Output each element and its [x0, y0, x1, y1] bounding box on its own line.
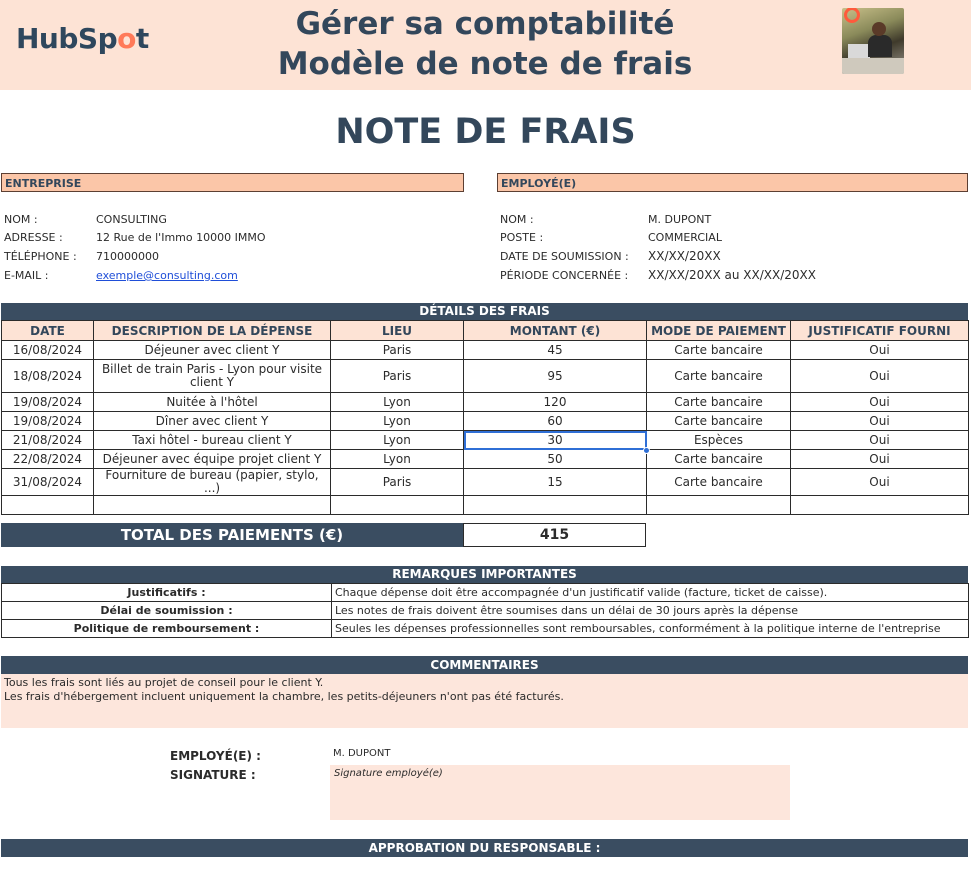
table-cell[interactable]: 31/08/2024 — [2, 469, 94, 496]
table-cell[interactable]: Taxi hôtel - bureau client Y — [94, 431, 331, 450]
remark-row — [2, 620, 969, 638]
remarks-heading: REMARQUES IMPORTANTES — [1, 566, 968, 583]
company-email-label: E-MAIL : — [4, 269, 49, 282]
table-row — [2, 450, 969, 469]
table-cell[interactable]: 15 — [464, 469, 647, 496]
header-title-line2: Modèle de note de frais — [277, 46, 693, 82]
table-row — [2, 412, 969, 431]
table-cell[interactable]: Lyon — [331, 412, 464, 431]
signature-placeholder: Signature employé(e) — [334, 768, 443, 779]
table-row — [2, 469, 969, 496]
employee-position-label: POSTE : — [500, 231, 544, 244]
remarks-table — [1, 583, 969, 638]
table-row — [2, 496, 969, 515]
header-photo — [842, 8, 904, 74]
company-name-value: CONSULTING — [96, 213, 167, 226]
table-cell[interactable]: Carte bancaire — [647, 341, 791, 360]
table-cell[interactable] — [2, 496, 94, 515]
remark-key: Politique de remboursement : — [2, 620, 332, 638]
column-header-amount: MONTANT (€) — [464, 321, 647, 341]
remark-key: Justificatifs : — [2, 584, 332, 602]
company-address-value: 12 Rue de l'Immo 10000 IMMO — [96, 231, 266, 244]
company-phone-label: TÉLÉPHONE : — [4, 250, 77, 263]
column-header-payment-method: MODE DE PAIEMENT — [647, 321, 791, 341]
selection-fill-handle[interactable] — [643, 447, 650, 454]
table-cell[interactable]: Carte bancaire — [647, 412, 791, 431]
table-cell[interactable] — [791, 496, 969, 515]
employee-position-value: COMMERCIAL — [648, 231, 722, 244]
column-header-date: DATE — [2, 321, 94, 341]
approval-heading: APPROBATION DU RESPONSABLE : — [1, 839, 968, 857]
remark-text: Seules les dépenses professionnelles sont remboursables, conformément à la politique interne de l'entreprise — [332, 620, 969, 638]
employee-name-value: M. DUPONT — [648, 213, 712, 226]
expenses-header-row — [2, 321, 969, 341]
table-cell[interactable]: 22/08/2024 — [2, 450, 94, 469]
table-cell[interactable]: Carte bancaire — [647, 360, 791, 393]
table-cell[interactable]: Oui — [791, 450, 969, 469]
table-cell[interactable]: 19/08/2024 — [2, 393, 94, 412]
total-label: TOTAL DES PAIEMENTS (€) — [1, 523, 463, 547]
table-cell[interactable]: Carte bancaire — [647, 469, 791, 496]
table-cell[interactable]: Oui — [791, 341, 969, 360]
table-cell[interactable]: Oui — [791, 469, 969, 496]
employee-name-label: NOM : — [500, 213, 534, 226]
table-row — [2, 393, 969, 412]
remark-text: Chaque dépense doit être accompagnée d'un justificatif valide (facture, ticket de caisse). — [332, 584, 969, 602]
table-cell[interactable] — [331, 496, 464, 515]
comment-line: Tous les frais sont liés au projet de conseil pour le client Y. — [4, 676, 324, 689]
table-cell[interactable]: Fourniture de bureau (papier, stylo, ...) — [94, 469, 331, 496]
company-address-label: ADRESSE : — [4, 231, 63, 244]
table-cell[interactable] — [647, 496, 791, 515]
table-cell[interactable]: 50 — [464, 450, 647, 469]
period-label: PÉRIODE CONCERNÉE : — [500, 269, 629, 282]
comments-box[interactable] — [1, 674, 968, 728]
comments-heading: COMMENTAIRES — [1, 656, 968, 674]
table-cell[interactable]: 95 — [464, 360, 647, 393]
table-row — [2, 341, 969, 360]
page-title: NOTE DE FRAIS — [335, 112, 636, 152]
table-cell[interactable]: Carte bancaire — [647, 450, 791, 469]
employee-heading: EMPLOYÉ(E) — [497, 173, 968, 192]
expenses-heading: DÉTAILS DES FRAIS — [1, 303, 968, 320]
expenses-table — [1, 320, 969, 515]
table-cell[interactable]: Déjeuner avec client Y — [94, 341, 331, 360]
table-cell[interactable]: Paris — [331, 360, 464, 393]
column-header-description: DESCRIPTION DE LA DÉPENSE — [94, 321, 331, 341]
table-cell[interactable]: Lyon — [331, 450, 464, 469]
table-cell[interactable]: Déjeuner avec équipe projet client Y — [94, 450, 331, 469]
remark-row — [2, 602, 969, 620]
table-cell[interactable]: 120 — [464, 393, 647, 412]
table-cell[interactable]: Espèces — [647, 431, 791, 450]
submission-date-value: XX/XX/20XX — [648, 249, 721, 263]
table-cell[interactable]: 60 — [464, 412, 647, 431]
table-cell[interactable]: Lyon — [331, 393, 464, 412]
table-cell[interactable]: 19/08/2024 — [2, 412, 94, 431]
company-phone-value: 710000000 — [96, 250, 159, 263]
table-cell[interactable]: Oui — [791, 393, 969, 412]
table-cell[interactable]: 45 — [464, 341, 647, 360]
table-cell[interactable]: 18/08/2024 — [2, 360, 94, 393]
table-cell[interactable]: Paris — [331, 341, 464, 360]
signature-label: SIGNATURE : — [170, 768, 256, 782]
company-name-label: NOM : — [4, 213, 38, 226]
table-cell[interactable]: Lyon — [331, 431, 464, 450]
table-cell[interactable]: 21/08/2024 — [2, 431, 94, 450]
table-cell[interactable]: Nuitée à l'hôtel — [94, 393, 331, 412]
table-cell[interactable]: 16/08/2024 — [2, 341, 94, 360]
submission-date-label: DATE DE SOUMISSION : — [500, 250, 629, 263]
table-cell[interactable]: Oui — [791, 412, 969, 431]
table-cell[interactable]: Oui — [791, 360, 969, 393]
hubspot-logo: HubSpot — [16, 22, 149, 55]
table-cell[interactable] — [464, 496, 647, 515]
header-title-line1: Gérer sa comptabilité — [295, 6, 675, 42]
signature-box[interactable] — [330, 765, 790, 820]
remark-text: Les notes de frais doivent être soumises dans un délai de 30 jours après la dépense — [332, 602, 969, 620]
period-value: XX/XX/20XX au XX/XX/20XX — [648, 268, 816, 282]
employee-sign-label: EMPLOYÉ(E) : — [170, 749, 261, 763]
column-header-location: LIEU — [331, 321, 464, 341]
company-email-link[interactable]: exemple@consulting.com — [96, 269, 238, 282]
comment-line: Les frais d'hébergement incluent uniquement la chambre, les petits-déjeuners n'ont pas été facturés. — [4, 690, 564, 703]
table-cell[interactable]: Paris — [331, 469, 464, 496]
company-heading: ENTREPRISE — [1, 173, 464, 192]
remark-row — [2, 584, 969, 602]
total-value[interactable]: 415 — [463, 523, 646, 547]
table-cell[interactable]: Carte bancaire — [647, 393, 791, 412]
table-cell[interactable]: Dîner avec client Y — [94, 412, 331, 431]
table-cell[interactable]: Oui — [791, 431, 969, 450]
table-cell[interactable] — [94, 496, 331, 515]
remark-key: Délai de soumission : — [2, 602, 332, 620]
column-header-receipt: JUSTIFICATIF FOURNI — [791, 321, 969, 341]
table-row — [2, 360, 969, 393]
table-cell[interactable]: Billet de train Paris - Lyon pour visite client Y — [94, 360, 331, 393]
table-row — [2, 431, 969, 450]
employee-sign-value: M. DUPONT — [333, 748, 391, 759]
selected-cell[interactable]: 30 — [464, 431, 647, 450]
